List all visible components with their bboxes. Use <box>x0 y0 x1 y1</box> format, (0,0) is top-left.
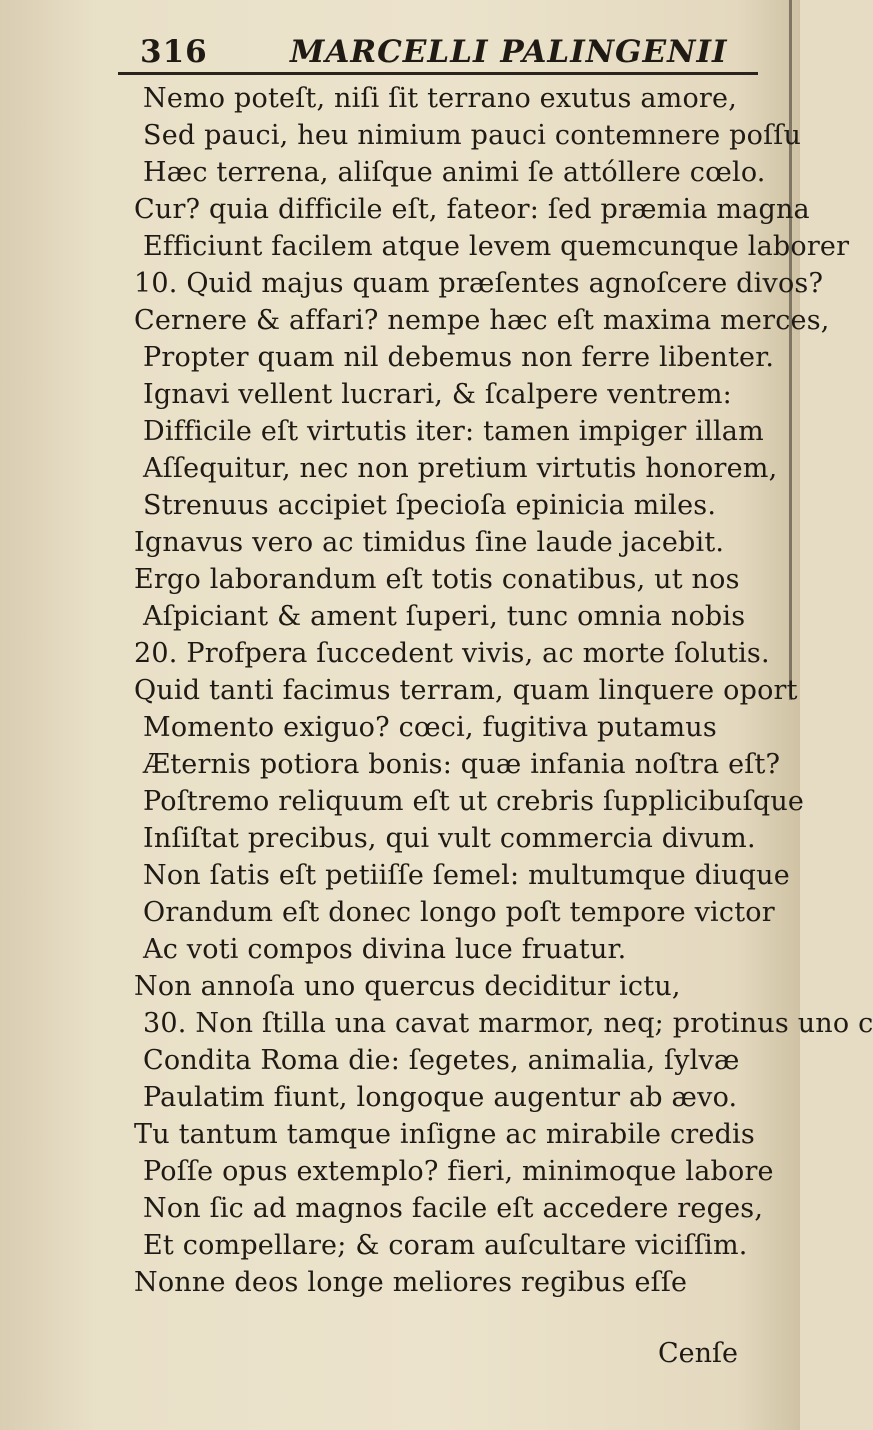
page-edge-shadow <box>789 0 792 700</box>
text-line: Æternis potiora bonis: quæ infania noſtra eſt? <box>143 749 781 780</box>
text-line: Inſiſtat precibus, qui vult commercia divum. <box>143 823 756 854</box>
header-rule <box>118 72 758 75</box>
text-line: 20. Profpera ſuccedent vivis, ac morte ſolutis. <box>134 638 770 669</box>
text-line: Non annoſa uno quercus deciditur ictu, <box>134 971 681 1002</box>
running-head: MARCELLI PALINGENII <box>290 34 728 70</box>
text-line: 10. Quid majus quam præſentes agnoſcere divos? <box>134 268 824 299</box>
text-line: Nemo poteſt, niſi ſit terrano exutus amore, <box>143 83 737 114</box>
text-line: Tu tantum tamque inſigne ac mirabile credis <box>134 1119 755 1150</box>
text-line: Orandum eſt donec longo poſt tempore victor <box>143 897 775 928</box>
text-line: Propter quam nil debemus non ferre libenter. <box>143 342 775 373</box>
text-line: Difficile eſt virtutis iter: tamen impiger illam <box>143 416 764 447</box>
text-line: Non ſic ad magnos facile eſt accedere reges, <box>143 1193 764 1224</box>
text-line: Strenuus accipiet ſpecioſa epinicia miles. <box>143 490 717 521</box>
text-line: Poſſe opus extemplo? fieri, minimoque labore <box>143 1156 774 1187</box>
text-line: Non ſatis eſt petiiſſe ſemel: multumque diuque <box>143 860 790 891</box>
text-line: Efficiunt facilem atque levem quemcunque laborer <box>143 231 850 262</box>
page-number: 316 <box>140 34 208 70</box>
text-line: Paulatim fiunt, longoque augentur ab ævo. <box>143 1082 738 1113</box>
text-line: Nonne deos longe meliores regibus eſſe <box>134 1267 688 1298</box>
text-line: Poſtremo reliquum eſt ut crebris ſupplicibuſque <box>143 786 805 817</box>
text-line: Sed pauci, heu nimium pauci contemnere poſſu <box>143 120 802 151</box>
text-line: Aſſequitur, nec non pretium virtutis honorem, <box>143 453 778 484</box>
text-line: Ac voti compos divina luce fruatur. <box>143 934 627 965</box>
text-line: Quid tanti facimus terram, quam linquere oport <box>134 675 798 706</box>
text-line: Cernere & affari? nempe hæc eſt maxima merces, <box>134 305 830 336</box>
text-line: Ignavi vellent lucrari, & ſcalpere ventrem: <box>143 379 732 410</box>
page-header <box>118 32 758 72</box>
catchword: Cenſe <box>658 1338 738 1369</box>
text-line: Ignavus vero ac timidus ſine laude jacebit. <box>134 527 725 558</box>
text-line: Aſpiciant & ament ſuperi, tunc omnia nobis <box>143 601 746 632</box>
text-line: 30. Non ſtilla una cavat marmor, neq; protinus uno c <box>143 1008 873 1039</box>
text-line: Cur? quia difficile eſt, fateor: ſed præmia magna <box>134 194 810 225</box>
text-line: Et compellare; & coram auſcultare viciſſim. <box>143 1230 748 1261</box>
text-line: Ergo laborandum eſt totis conatibus, ut nos <box>134 564 740 595</box>
text-line: Condita Roma die: ſegetes, animalia, ſylvæ <box>143 1045 740 1076</box>
text-line: Hæc terrena, aliſque animi ſe attóllere cœlo. <box>143 157 766 188</box>
text-line: Momento exiguo? cœci, fugitiva putamus <box>143 712 717 743</box>
